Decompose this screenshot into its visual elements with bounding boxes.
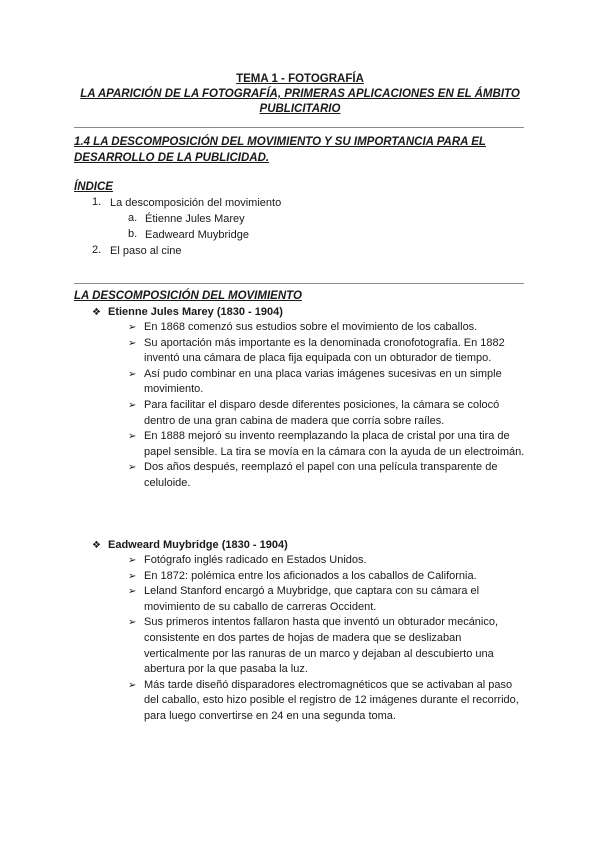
- arrow-bullet-icon: ➢: [128, 462, 137, 474]
- bullet-list: [128, 553, 528, 725]
- list-item: [128, 553, 528, 569]
- list-item: [128, 615, 528, 677]
- main-section-title: LA DESCOMPOSICIÓN DEL MOVIMIENTO: [74, 290, 302, 302]
- list-item: [128, 584, 528, 615]
- index-item: El paso al cine: [110, 245, 182, 257]
- list-item-text: En 1888 mejoró su invento reemplazando la placa de cristal por una tira de papel sensible. La tira se movía en la cámara con la ayuda de un electroimán.: [144, 430, 525, 458]
- list-item: [128, 460, 528, 491]
- diamond-bullet-icon: ❖: [92, 540, 101, 551]
- list-item-text: Más tarde diseñó disparadores electromagnéticos que se activaban al paso del caballo, esto hizo posible el registro de 12 imágenes durante el recorrido, para luego convertirse en 24 en una segunda toma.: [144, 678, 519, 722]
- list-item-text: Fotógrafo inglés radicado en Estados Unidos.: [144, 554, 367, 566]
- index-item: Eadweard Muybridge: [145, 229, 249, 241]
- bullet-list: [128, 320, 528, 492]
- arrow-bullet-icon: ➢: [128, 368, 137, 380]
- person-name: Eadweard Muybridge (1830 - 1904): [108, 539, 288, 551]
- list-item-text: En 1872: polémica entre los aficionados a los caballos de California.: [144, 569, 477, 582]
- index-number: 2.: [92, 244, 102, 256]
- arrow-bullet-icon: ➢: [128, 337, 137, 349]
- list-item-text: Así pudo combinar en una placa varias imágenes sucesivas en un simple movimiento.: [144, 367, 502, 396]
- list-item-text: Leland Stanford encargó a Muybridge, que captara con su cámara el movimiento de su caballo de carreras Occident.: [144, 585, 480, 613]
- document-subtitle: LA APARICIÓN DE LA FOTOGRAFÍA, PRIMERAS APLICACIONES EN EL ÁMBITO PUBLICITARIO: [80, 88, 520, 115]
- arrow-bullet-icon: ➢: [128, 555, 137, 566]
- list-item: [128, 678, 528, 725]
- index-title: ÍNDICE: [74, 181, 113, 193]
- list-item: [128, 367, 528, 398]
- list-item: [128, 569, 528, 585]
- list-item: [128, 336, 528, 367]
- document-title: TEMA 1 - FOTOGRAFÍA: [236, 73, 364, 85]
- index-number: b.: [128, 228, 138, 240]
- list-item-text: Para facilitar el disparo desde diferentes posiciones, la cámara se colocó dentro de una gran cabina de madera que corría sobre raíles.: [144, 398, 500, 427]
- arrow-bullet-icon: ➢: [128, 586, 137, 598]
- section-title: 1.4 LA DESCOMPOSICIÓN DEL MOVIMIENTO Y SU IMPORTANCIA PARA EL DESARROLLO DE LA PUBLICIDAD.: [74, 136, 486, 164]
- index-item: La descomposición del movimiento: [110, 197, 282, 209]
- list-item: [128, 398, 528, 429]
- arrow-bullet-icon: ➢: [128, 431, 137, 443]
- divider: [74, 127, 524, 128]
- list-item-text: Sus primeros intentos fallaron hasta que inventó un obturador mecánico, consistente en dos partes de hojas de madera que se deslizaban verticalmente por las ranuras de un marco y dejaban al descubierto una abertura por la que pasaba la luz.: [144, 616, 499, 676]
- person-heading: [92, 538, 288, 553]
- arrow-bullet-icon: ➢: [128, 679, 137, 691]
- list-item-text: En 1868 comenzó sus estudios sobre el movimiento de los caballos.: [144, 321, 478, 333]
- index-number: 1.: [92, 196, 102, 208]
- arrow-bullet-icon: ➢: [128, 617, 137, 629]
- list-item: [128, 429, 528, 460]
- diamond-bullet-icon: ❖: [92, 307, 101, 318]
- index-item: Étienne Jules Marey: [145, 213, 245, 225]
- person-name: Etienne Jules Marey (1830 - 1904): [108, 306, 283, 318]
- person-heading: [92, 305, 283, 320]
- list-item: [128, 320, 528, 336]
- arrow-bullet-icon: ➢: [128, 570, 137, 582]
- index-number: a.: [128, 212, 138, 224]
- divider: [74, 283, 524, 284]
- list-item-text: Su aportación más importante es la denominada cronofotografía. En 1882 inventó una cámara de placa fija equipada con un obturador de tiempo.: [144, 336, 505, 365]
- arrow-bullet-icon: ➢: [128, 399, 137, 411]
- arrow-bullet-icon: ➢: [128, 322, 137, 333]
- list-item-text: Dos años después, reemplazó el papel con una película transparente de celuloide.: [144, 461, 498, 489]
